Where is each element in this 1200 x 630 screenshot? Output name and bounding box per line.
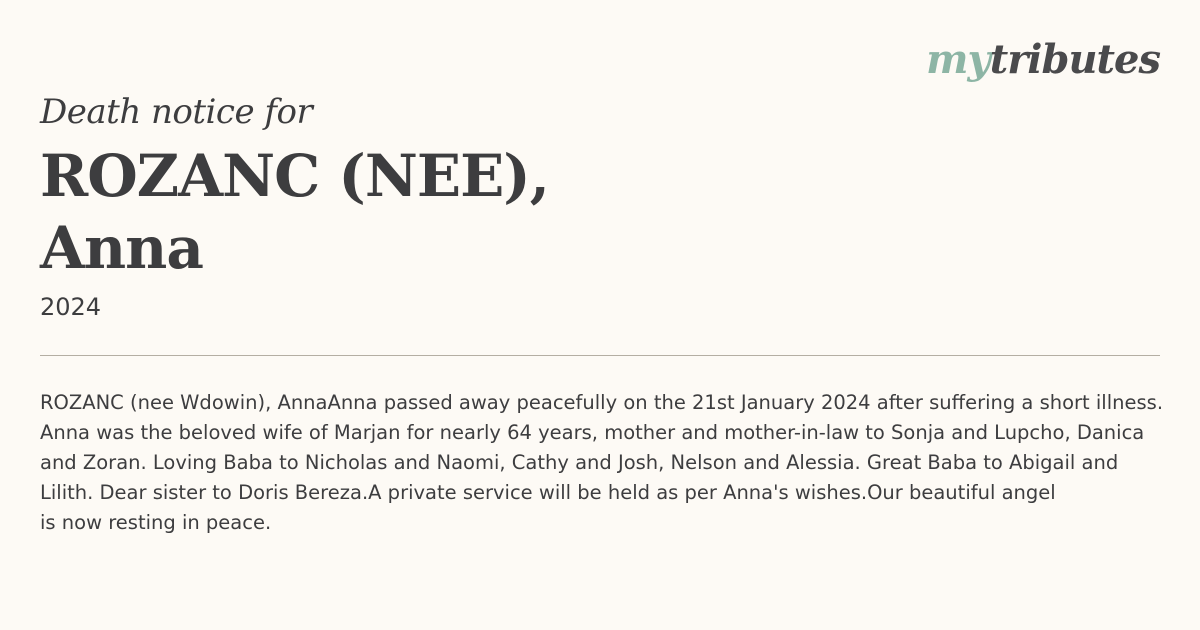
- notice-body-line: Lilith. Dear sister to Doris Bereza.A private service will be held as per Anna's wishes.Our beautiful angel: [40, 481, 1056, 504]
- notice-body-line: ROZANC (nee Wdowin), AnnaAnna passed away peacefully on the 21st January 2024 after suffering a short illness.: [40, 391, 1164, 414]
- notice-year: 2024: [40, 293, 102, 321]
- divider: [40, 355, 1160, 356]
- notice-body-line: is now resting in peace.: [40, 511, 272, 534]
- mytributes-logo[interactable]: [926, 32, 1160, 88]
- deceased-name: [40, 140, 549, 284]
- notice-body: [40, 388, 1180, 538]
- deceased-name-line-2: Anna: [40, 214, 203, 282]
- notice-subtitle: Death notice for: [40, 92, 313, 132]
- deceased-name-line-1: ROZANC (NEE),: [40, 142, 549, 210]
- logo-part-my: my: [926, 36, 990, 83]
- notice-body-line: and Zoran. Loving Baba to Nicholas and Naomi, Cathy and Josh, Nelson and Alessia. Great Baba to Abigail and: [40, 451, 1119, 474]
- notice-body-line: Anna was the beloved wife of Marjan for nearly 64 years, mother and mother-in-law to Sonja and Lupcho, Danica: [40, 421, 1145, 444]
- logo-part-tributes: tributes: [989, 36, 1160, 83]
